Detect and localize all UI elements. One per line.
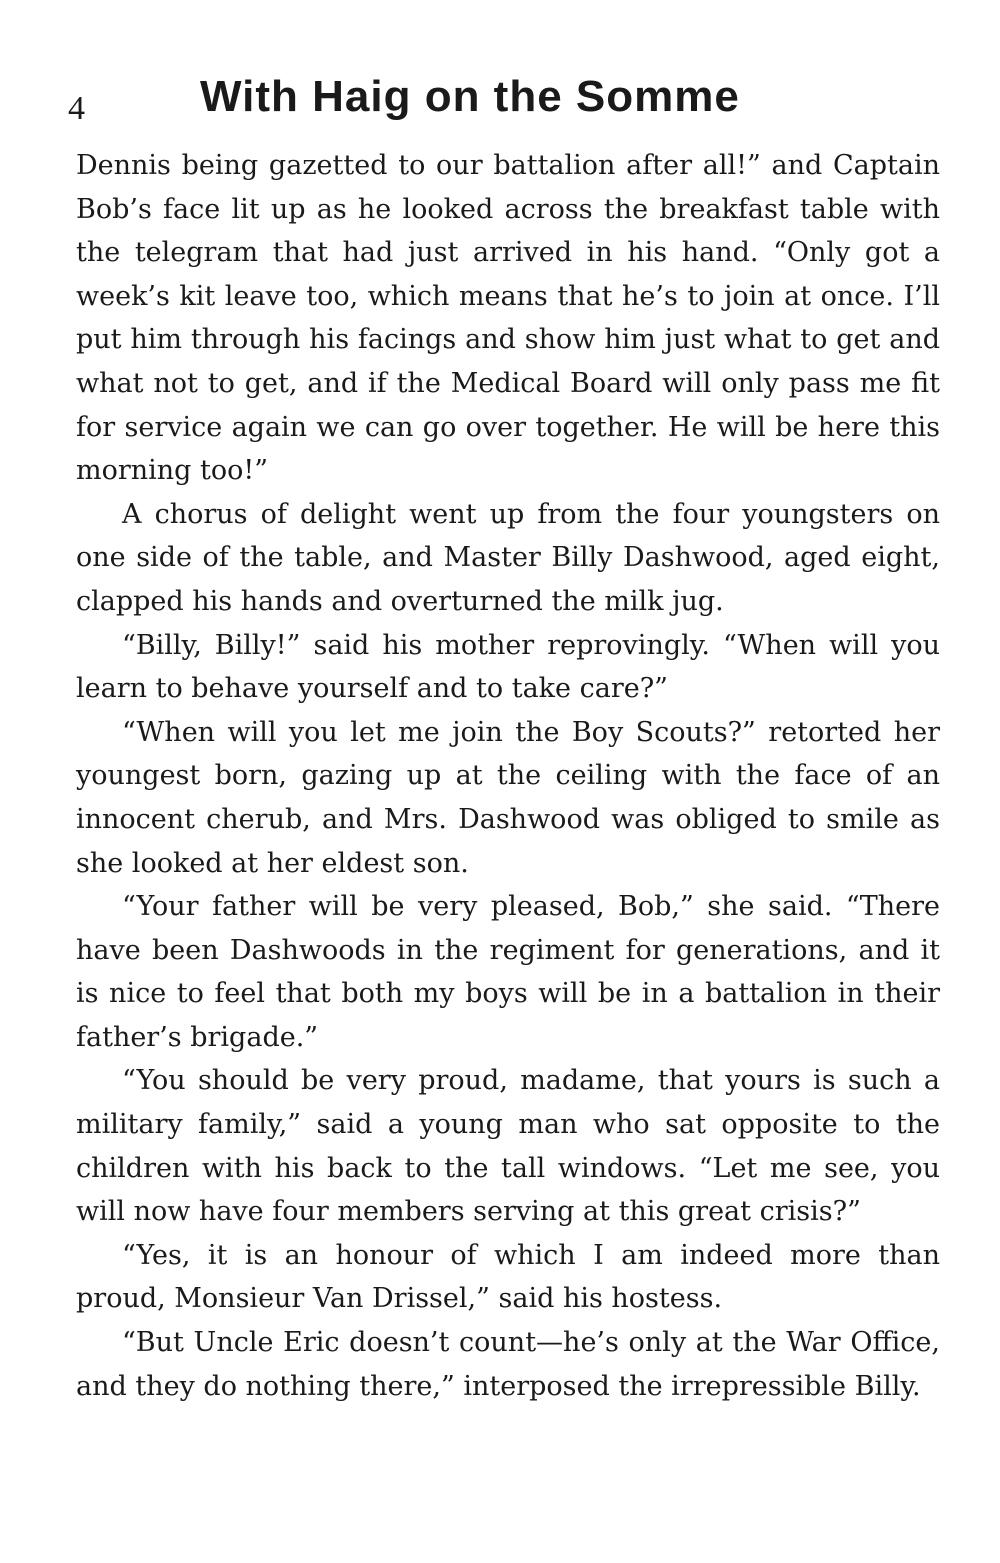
page-header: [68, 66, 940, 144]
page-number: 4: [68, 90, 85, 127]
paragraph: “You should be very proud, madame, that yours is such a military family,” said a young man who sat opposite to the children with his back to the tall windows. “Let me see, you will now have four members serving at this great crisis?”: [76, 1065, 940, 1228]
body-text: [76, 144, 940, 1408]
paragraph: “Your father will be very pleased, Bob,” she said. “There have been Dashwoods in the regiment for generations, and it is nice to feel that both my boys will be in a battalion in their father’s brigade.”: [76, 891, 940, 1053]
paragraph: Dennis being gazetted to our battalion after all!” and Captain Bob’s face lit up as he looked across the breakfast table with the telegram that had just arrived in his hand. “Only got a week’s kit leave too, which means that he’s to join at once. I’ll put him through his facings and show him just what to get and what not to get, and if the Medical Board will only pass me fit for service again we can go over together. He will be here this morning too!”: [76, 150, 940, 487]
running-title: With Haig on the Somme: [200, 72, 740, 121]
paragraph: “Billy, Billy!” said his mother reprovingly. “When will you learn to behave yourself and to take care?”: [76, 629, 940, 705]
paragraph: “When will you let me join the Boy Scouts?” retorted her youngest born, gazing up at the ceiling with the face of an innocent cherub, and Mrs. Dashwood was obliged to smile as she looked at her eldest son.: [76, 716, 940, 879]
book-page: [68, 66, 940, 1408]
paragraph: “Yes, it is an honour of which I am indeed more than proud, Monsieur Van Drissel,” said his hostess.: [76, 1239, 940, 1315]
paragraph: “But Uncle Eric doesn’t count—he’s only at the War Office, and they do nothing there,” interposed the irrepressible Billy.: [76, 1327, 940, 1402]
paragraph: A chorus of delight went up from the four youngsters on one side of the table, and Master Billy Dashwood, aged eight, clapped his hands and overturned the milk jug.: [76, 498, 940, 617]
